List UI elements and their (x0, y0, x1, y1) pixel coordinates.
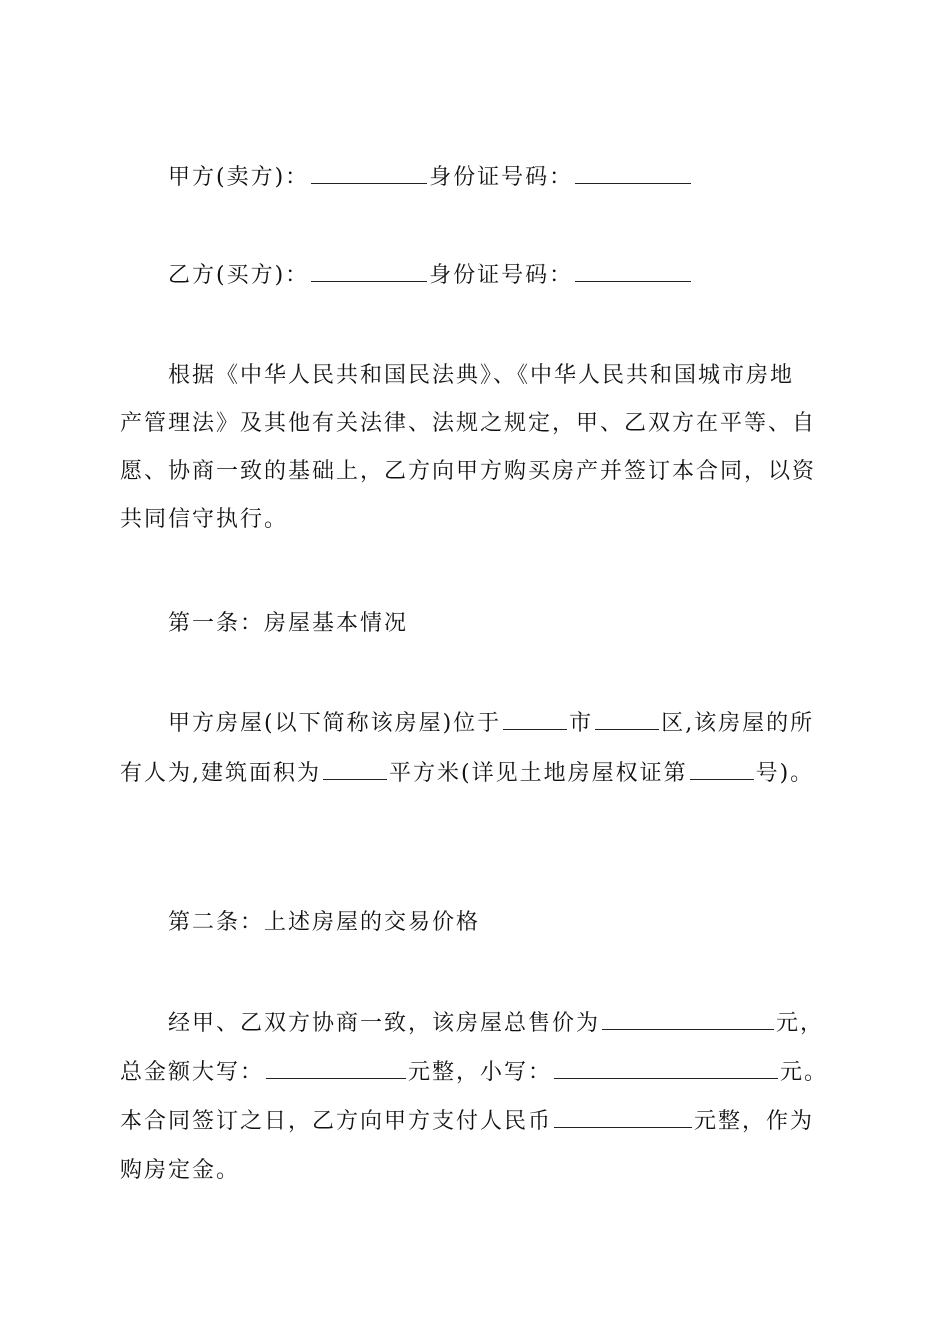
article-2-l2-text-c: 元。 (780, 1060, 829, 1085)
article-2-l2-text-b: 元整，小写： (408, 1060, 553, 1085)
preamble-line-4: 共同信守执行。 (120, 507, 289, 532)
article-1-l2-text-a: 有人为,建筑面积为 (120, 761, 321, 786)
article-1-title: 第一条：房屋基本情况 (168, 611, 409, 636)
total-price-blank (602, 1011, 774, 1030)
article-1-line-1 (168, 709, 814, 739)
article-2-l2-text-a: 总金额大写： (120, 1060, 265, 1085)
article-1-line-2 (120, 759, 814, 789)
article-2-title: 第二条：上述房屋的交易价格 (168, 910, 481, 935)
article-2-line-1 (168, 1009, 824, 1039)
article-2-line-4: 购房定金。 (120, 1158, 241, 1183)
article-2-l3-text-b: 元整，作为 (694, 1109, 815, 1134)
party-b-line (168, 261, 693, 291)
party-a-label: 甲方(卖方)： (168, 165, 310, 190)
article-2-l3-text-a: 本合同签订之日，乙方向甲方支付人民币 (120, 1109, 553, 1134)
article-2-line-3 (120, 1107, 814, 1137)
preamble-line-2: 产管理法》及其他有关法律、法规之规定，甲、乙双方在平等、自 (120, 411, 817, 436)
party-b-name-blank (311, 263, 427, 282)
party-a-id-blank (575, 165, 691, 184)
party-b-id-label: 身份证号码： (429, 263, 574, 288)
party-b-label: 乙方(买方)： (168, 263, 310, 288)
article-2-line-2 (120, 1058, 828, 1088)
article-1-l1-text-c: 区,该房屋的所 (661, 711, 815, 736)
amount-in-words-blank (266, 1060, 406, 1079)
party-b-id-blank (575, 263, 691, 282)
area-blank (323, 761, 387, 780)
city-blank (503, 711, 567, 730)
preamble-line-3: 愿、协商一致的基础上，乙方向甲方购买房产并签订本合同，以资 (120, 459, 817, 484)
preamble-line-1: 根据《中华人民共和国民法典》、《中华人民共和国城市房地 (168, 363, 795, 388)
article-1-l1-text-a: 甲方房屋(以下简称该房屋)位于 (168, 711, 502, 736)
party-a-name-blank (311, 165, 427, 184)
party-a-line (168, 163, 693, 193)
article-1-l2-text-c: 号)。 (755, 761, 815, 786)
deposit-blank (554, 1109, 692, 1128)
district-blank (595, 711, 659, 730)
party-a-id-label: 身份证号码： (429, 165, 574, 190)
certificate-number-blank (690, 761, 754, 780)
article-1-l2-text-b: 平方米(详见土地房屋权证第 (389, 761, 688, 786)
article-1-l1-text-b: 市 (569, 711, 594, 736)
amount-in-figures-blank (554, 1060, 778, 1079)
article-2-l1-text-b: 元， (776, 1011, 825, 1036)
article-2-l1-text-a: 经甲、乙双方协商一致，该房屋总售价为 (168, 1011, 601, 1036)
